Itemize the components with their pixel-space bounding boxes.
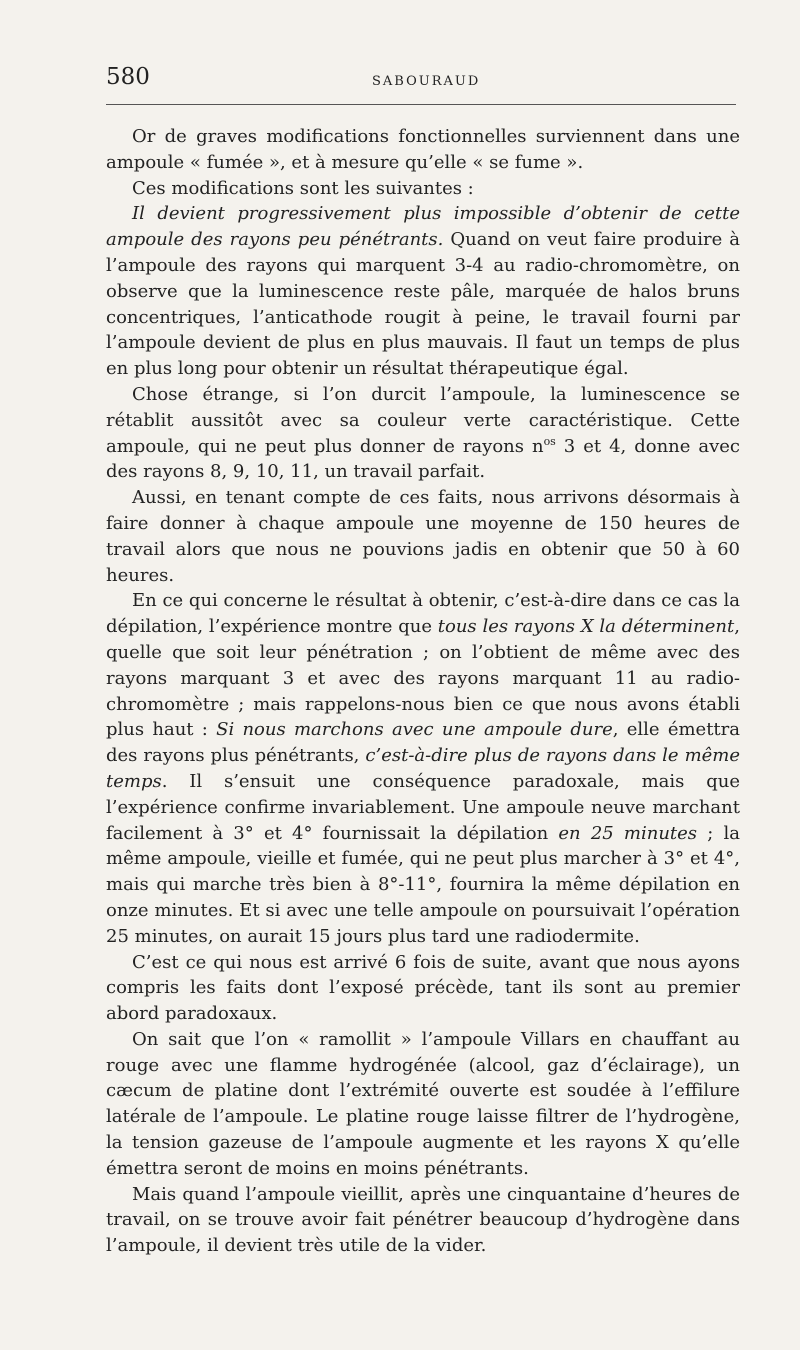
page-header [106,64,736,104]
paragraph [106,950,740,1027]
text-run: C’est ce qui nous est arrivé 6 fois de suite, avant que nous ayons compris les faits dont l’exposé précède, tant ils sont au premier abord paradoxaux. [106,951,740,1025]
text-run: 3 et 4, donne avec des rayons 8, 9, 10, 11, un travail parfait. [106,435,741,483]
paragraph [106,176,740,202]
superscript: os [543,434,556,448]
paragraph [106,201,740,382]
text-run: , elle émettra des rayons plus pénétrants, [106,719,740,767]
text-run: Ces modifications sont les suivantes : [132,177,474,199]
paragraph [106,1027,740,1182]
italic-text: tous les rayons X la déterminent [437,616,735,638]
paragraph [106,485,740,588]
italic-text: c’est-à-dire plus de rayons dans le même temps [106,745,741,792]
text-run: , quelle que soit leur pénétration ; on l’obtient de même avec des rayons marquant 3 et avec des rayons marquant 11 au radio-chromomètre ; mais rappelons-nous bien ce que nous avons établi plus haut : [106,616,740,741]
page-number: 580 [106,64,150,90]
italic-text: Il devient progressivement plus impossible d’obtenir de cette ampoule des rayons peu pénétrants. [106,203,740,251]
paragraph [106,124,740,176]
text-run: Or de graves modifications fonctionnelles surviennent dans une ampoule « fumée », et à mesure qu’elle « se fume ». [106,126,740,173]
text-run: Quand on veut faire produire à l’ampoule des rayons qui marquent 3-4 au radio-chromomètre, on observe que la luminescence reste pâle, marquée de halos bruns concentriques, l’anticathode rougit à peine, le travail fourni par l’ampoule devient de plus en plus mauvais. Il faut un temps de plus en plus long pour obtenir un résultat thérapeutique égal. [106,229,740,380]
text-run: Aussi, en tenant compte de ces faits, nous arrivons désormais à faire donner à chaque ampoule une moyenne de 150 heures de travail alors que nous ne pouvions jadis en obtenir que 50 à 60 heures. [106,487,740,586]
paragraph [106,382,740,485]
header-rule [106,104,736,105]
italic-text: en 25 minutes [558,822,698,844]
text-run: . Il s’ensuit une conséquence paradoxale, mais que l’expérience confirme invariablement. Une ampoule neuve marchant facilement à 3° et 4° fournissait la dépilation [106,770,740,844]
body-text [106,124,740,1259]
italic-text: Si nous marchons avec une ampoule dure [216,719,613,741]
paragraph [106,1182,740,1259]
text-run: Mais quand l’ampoule vieillit, après une cinquantaine d’heures de travail, on se trouve avoir fait pénétrer beaucoup d’hydrogène dans l’ampoule, il devient très utile de la vider. [106,1183,740,1257]
running-head: SABOURAUD [372,74,481,89]
text-run: ; la même ampoule, vieille et fumée, qui ne peut plus marcher à 3° et 4°, mais qui marche très bien à 8°-11°, fournira la même dépilation en onze minutes. Et si avec une telle ampoule on poursuivait l’opération 25 minutes, on aurait 15 jours plus tard une radiodermite. [106,822,741,947]
text-run: En ce qui concerne le résultat à obtenir, c’est-à-dire dans ce cas la dépilation, l’expérience montre que [106,590,740,638]
paragraph [106,588,740,949]
text-run: Chose étrange, si l’on durcit l’ampoule, la luminescence se rétablit aussitôt avec sa couleur verte caractéristique. Cette ampoule, qui ne peut plus donner de rayons n [106,383,740,457]
text-run: On sait que l’on « ramollit » l’ampoule Villars en chauffant au rouge avec une flamme hydrogénée (alcool, gaz d’éclairage), un cæcum de platine dont l’extrémité ouverte est soudée à l’effilure latérale de l’ampoule. Le platine rouge laisse filtrer de l’hydrogène, la tension gazeuse de l’ampoule augmente et les rayons X qu’elle émettra seront de moins en moins pénétrants. [106,1028,740,1179]
